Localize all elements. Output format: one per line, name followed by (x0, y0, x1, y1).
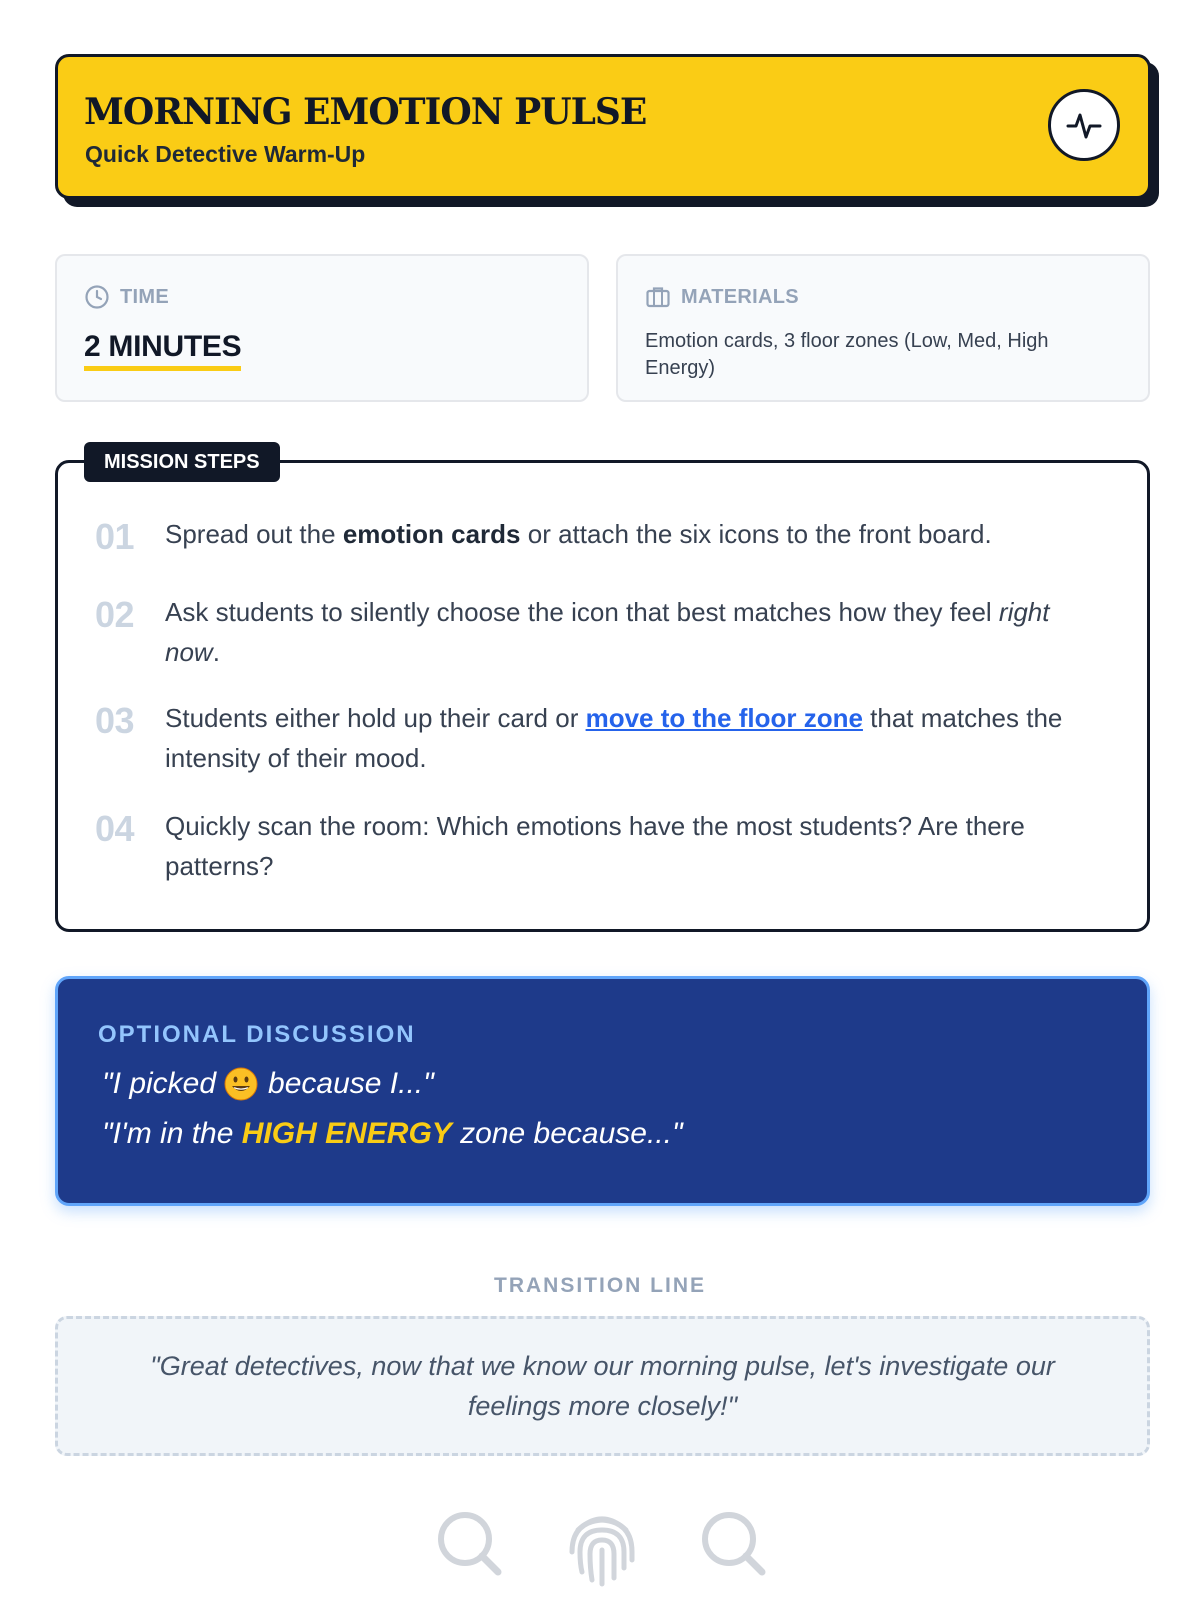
step-text: Spread out the emotion cards or attach the six icons to the front board. (165, 519, 992, 549)
step-number: 04 (95, 808, 135, 849)
fingerprint-icon (564, 1508, 640, 1588)
materials-value: Emotion cards, 3 floor zones (Low, Med, High Energy) (645, 330, 1049, 379)
transition-label: TRANSITION LINE (494, 1274, 706, 1297)
step-item (95, 514, 1095, 558)
mission-steps-tag: MISSION STEPS (84, 442, 280, 482)
page-title: MORNING EMOTION PULSE (84, 91, 647, 133)
transition-text: "Great detectives, now that we know our morning pulse, let's investigate our feelings more closely!" (150, 1351, 1055, 1421)
step-text: Students either hold up their card or move to the floor zone that matches the intensity of their mood. (165, 703, 1063, 773)
floor-zone-link[interactable]: move to the floor zone (585, 703, 863, 733)
discussion-label: OPTIONAL DISCUSSION (98, 1021, 416, 1048)
optional-discussion-panel (55, 976, 1150, 1206)
time-value: 2 MINUTES (84, 330, 241, 371)
time-label: TIME (120, 285, 169, 308)
step-item (95, 698, 1095, 778)
footer-icons (0, 1508, 1200, 1588)
materials-card (616, 254, 1150, 402)
step-item (95, 592, 1095, 672)
step-number: 02 (95, 594, 135, 635)
discussion-prompt-1: "I picked because I..." (102, 1067, 434, 1100)
transition-box (55, 1316, 1150, 1456)
step-number: 01 (95, 516, 135, 557)
clock-icon (84, 284, 110, 310)
pulse-icon (1048, 89, 1120, 161)
high-energy-highlight: HIGH ENERGY (241, 1117, 452, 1150)
time-card (55, 254, 589, 402)
briefcase-icon (645, 284, 671, 310)
magnifier-icon (698, 1508, 770, 1580)
step-item (95, 806, 1095, 886)
magnifier-icon (434, 1508, 506, 1580)
discussion-prompt-2: "I'm in the HIGH ENERGY zone because..." (102, 1117, 683, 1150)
step-text: Quickly scan the room: Which emotions have the most students? Are there patterns? (165, 811, 1025, 881)
header-banner (55, 54, 1151, 199)
smiley-emoji-icon (224, 1067, 258, 1101)
step-text: Ask students to silently choose the icon that best matches how they feel right now. (165, 597, 1050, 667)
step-number: 03 (95, 700, 135, 741)
materials-label: MATERIALS (681, 285, 799, 308)
page-subtitle: Quick Detective Warm-Up (85, 141, 366, 167)
